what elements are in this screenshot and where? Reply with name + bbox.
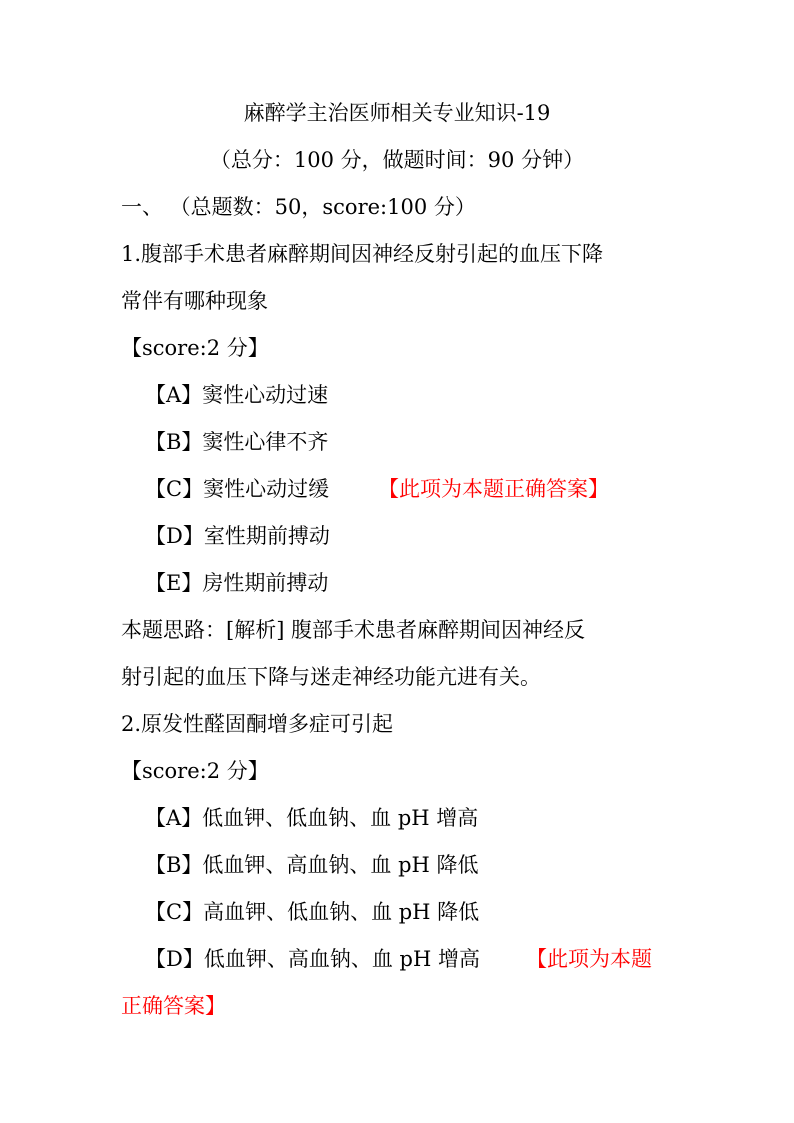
correct-answer-marker: 【此项为本题正确答案】 <box>378 477 609 501</box>
option-a: 【A】低血钾、低血钠、血 pH 增高 <box>145 806 479 830</box>
option-d: 【D】室性期前搏动 <box>145 524 330 548</box>
option-d: 【D】低血钾、高血钠、血 pH 增高 <box>145 947 480 971</box>
option-b: 【B】低血钾、高血钠、血 pH 降低 <box>145 853 479 877</box>
section-header: 一、 （总题数：50，score:100 分） <box>121 195 476 219</box>
option-c: 【C】窦性心动过缓 <box>145 477 330 501</box>
explanation-continued: 射引起的血压下降与迷走神经功能亢进有关。 <box>121 665 541 689</box>
option-b: 【B】窦性心律不齐 <box>145 430 329 454</box>
correct-answer-marker-continued: 正确答案】 <box>121 994 226 1018</box>
option-c: 【C】高血钾、低血钠、血 pH 降低 <box>145 900 480 924</box>
option-a: 【A】窦性心动过速 <box>145 383 329 407</box>
question-stem: 2.原发性醛固酮增多症可引起 <box>121 712 394 736</box>
document-subtitle: （总分：100 分，做题时间：90 分钟） <box>209 148 585 172</box>
question-score: 【score:2 分】 <box>121 759 269 783</box>
question-stem-continued: 常伴有哪种现象 <box>121 289 268 313</box>
option-e: 【E】房性期前搏动 <box>145 571 329 595</box>
question-score: 【score:2 分】 <box>121 336 269 360</box>
question-stem: 1.腹部手术患者麻醉期间因神经反射引起的血压下降 <box>121 242 604 266</box>
document-title: 麻醉学主治医师相关专业知识-19 <box>243 101 551 125</box>
explanation: 本题思路：[解析] 腹部手术患者麻醉期间因神经反 <box>121 618 586 642</box>
correct-answer-marker: 【此项为本题 <box>526 947 652 971</box>
